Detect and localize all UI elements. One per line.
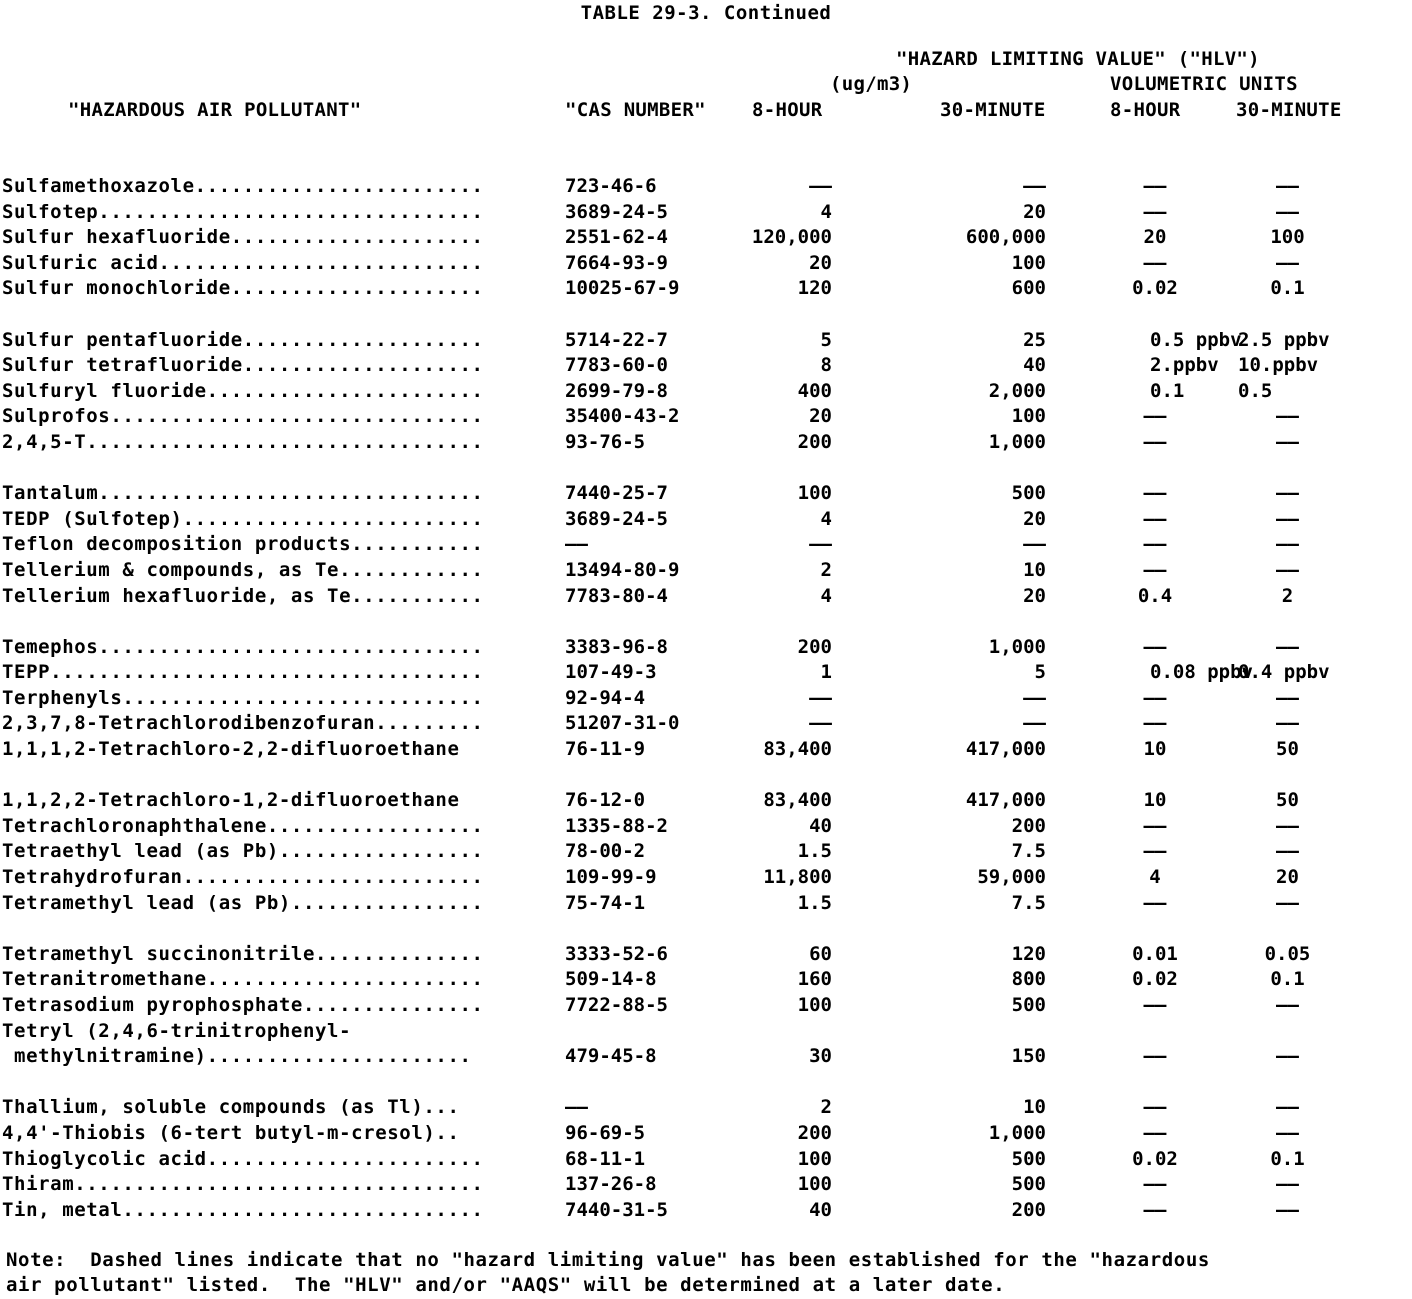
- cas-number: 3689-24-5: [565, 507, 668, 530]
- pollutant-name: 1,1,2,2-Tetrachloro-1,2-difluoroethane: [2, 789, 460, 812]
- hlv-ug-8hour: 400: [797, 379, 832, 402]
- hlv-ug-30minute: 500: [1011, 1173, 1046, 1196]
- table-row: [0, 967, 1412, 993]
- pollutant-name: Tin, metal..............................: [2, 1198, 484, 1221]
- hlv-ug-8hour: 100: [797, 1173, 832, 1196]
- hlv-vol-30minute: ——: [1276, 635, 1299, 658]
- cas-number: 723-46-6: [565, 175, 657, 197]
- hlv-vol-30minute: 100: [1270, 226, 1305, 249]
- hlv-vol-30minute: ——: [1276, 1173, 1299, 1196]
- pollutant-name: Sulfamethoxazole........................: [2, 175, 484, 197]
- hlv-ug-30minute: 417,000: [965, 738, 1046, 761]
- hlv-ug-30minute: 20: [1023, 200, 1046, 223]
- hlv-ug-8hour: ——: [809, 533, 832, 556]
- hlv-ug-8hour: 100: [797, 994, 832, 1016]
- hlv-vol-30minute: ——: [1276, 712, 1299, 735]
- pollutant-name: Tetramethyl lead (as Pb)................: [2, 891, 484, 914]
- pollutant-name: Thiram..................................: [2, 1173, 484, 1196]
- hlv-vol-8hour: ——: [1143, 635, 1167, 658]
- table-row: [0, 711, 1412, 737]
- hlv-ug-30minute: 800: [1011, 968, 1046, 991]
- hlv-vol-30minute: ——: [1276, 482, 1299, 505]
- hlv-ug-8hour: 120: [797, 277, 832, 300]
- hlv-vol-8hour: ——: [1143, 840, 1167, 863]
- cas-number: 92-94-4: [565, 686, 646, 709]
- header-vol-units: VOLUMETRIC UNITS: [1110, 73, 1298, 95]
- hlv-ug-30minute: 59,000: [977, 866, 1046, 889]
- cas-number: 479-45-8: [565, 1045, 657, 1068]
- hlv-vol-8hour: ——: [1143, 891, 1167, 914]
- hlv-vol-30minute: ——: [1276, 1045, 1299, 1068]
- hlv-ug-30minute: ——: [1023, 712, 1046, 735]
- hlv-ug-8hour: 2: [820, 1096, 832, 1119]
- hlv-ug-8hour: 160: [797, 968, 832, 991]
- pollutant-name: Teflon decomposition products...........: [2, 533, 484, 556]
- table-row: [0, 942, 1412, 968]
- header-ug-8hour: 8-HOUR: [752, 99, 823, 121]
- hlv-ug-30minute: ——: [1023, 533, 1046, 556]
- cas-number: 107-49-3: [565, 661, 657, 684]
- table-row: [0, 1121, 1412, 1147]
- hlv-ug-30minute: 1,000: [988, 430, 1046, 453]
- hlv-vol-8hour: ——: [1143, 533, 1167, 556]
- pollutant-name: Tetrasodium pyrophosphate...............: [2, 994, 484, 1016]
- cas-number: 3383-96-8: [565, 635, 668, 658]
- hlv-vol-30minute: 0.1: [1270, 277, 1305, 300]
- hlv-ug-8hour: ——: [809, 712, 832, 735]
- header-pollutant: "HAZARDOUS AIR POLLUTANT": [68, 99, 362, 121]
- table-row: [0, 737, 1412, 763]
- hlv-ug-30minute: 5: [1034, 661, 1046, 684]
- hlv-ug-30minute: 417,000: [965, 789, 1046, 812]
- table-row: [0, 1019, 1412, 1045]
- hlv-ug-30minute: 100: [1011, 251, 1046, 274]
- cas-number: 7783-80-4: [565, 584, 668, 607]
- cas-number: ——: [565, 533, 588, 556]
- hlv-ug-8hour: 11,800: [763, 866, 832, 889]
- cas-number: 68-11-1: [565, 1147, 646, 1170]
- hlv-ug-8hour: 120,000: [751, 226, 832, 249]
- hlv-vol-30minute: 0.05: [1264, 942, 1311, 965]
- hlv-vol-8hour: ——: [1143, 1045, 1167, 1068]
- hlv-ug-8hour: 20: [809, 251, 832, 274]
- pollutant-name: Sulprofos...............................: [2, 405, 484, 428]
- hlv-ug-30minute: 150: [1011, 1045, 1046, 1068]
- hlv-ug-8hour: 40: [809, 814, 832, 837]
- hlv-vol-30minute: ——: [1276, 405, 1299, 428]
- hlv-vol-30minute: 20: [1276, 866, 1299, 889]
- header-hlv-group: "HAZARD LIMITING VALUE" ("HLV"): [896, 48, 1260, 70]
- pollutant-name: TEPP....................................: [2, 661, 484, 684]
- table-row: [0, 865, 1412, 891]
- hlv-vol-8hour: ——: [1143, 507, 1167, 530]
- table-title: TABLE 29-3. Continued: [580, 2, 832, 24]
- hlv-vol-8hour: ——: [1143, 430, 1167, 453]
- table-row: [0, 404, 1412, 430]
- hlv-vol-8hour: 10: [1143, 738, 1167, 761]
- hlv-ug-30minute: 500: [1011, 994, 1046, 1016]
- hlv-vol-8hour: ——: [1143, 558, 1167, 581]
- hlv-ug-8hour: ——: [809, 686, 832, 709]
- pollutant-name: Tellerium & compounds, as Te............: [2, 558, 484, 581]
- hlv-vol-8hour: ——: [1143, 175, 1167, 197]
- hlv-ug-30minute: 500: [1011, 1147, 1046, 1170]
- pollutant-name: Thallium, soluble compounds (as Tl)...: [2, 1096, 460, 1119]
- pollutant-name: Sulfur pentafluoride....................: [2, 328, 484, 351]
- hlv-vol-30minute: 0.1: [1270, 968, 1305, 991]
- hlv-vol-8hour: ——: [1143, 1121, 1167, 1144]
- table-row: [0, 584, 1412, 610]
- hlv-vol-8hour: 4: [1149, 866, 1161, 889]
- header-ug-units: (ug/m3): [830, 73, 913, 95]
- hlv-vol-8hour: ——: [1143, 994, 1167, 1016]
- hlv-vol-8hour: 2.ppbv: [1150, 354, 1219, 377]
- pollutant-name: Sulfuryl fluoride.......................: [2, 379, 484, 402]
- hlv-ug-8hour: 1.5: [797, 840, 832, 863]
- pollutant-name: Sulfur tetrafluoride....................: [2, 354, 484, 377]
- pollutant-name: Sulfuric acid...........................: [2, 251, 484, 274]
- hlv-vol-30minute: ——: [1276, 1121, 1299, 1144]
- cas-number: 35400-43-2: [565, 405, 680, 428]
- hlv-vol-30minute: 50: [1276, 738, 1299, 761]
- hlv-ug-30minute: ——: [1023, 175, 1046, 197]
- pollutant-name: Sulfotep................................: [2, 200, 484, 223]
- hlv-vol-30minute: ——: [1276, 507, 1299, 530]
- header-vol-8hour: 8-HOUR: [1110, 99, 1181, 121]
- table-row: [0, 200, 1412, 226]
- hlv-ug-30minute: 1,000: [988, 1121, 1046, 1144]
- cas-number: 3333-52-6: [565, 942, 668, 965]
- pollutant-name: Terphenyls..............................: [2, 686, 484, 709]
- hlv-vol-30minute: ——: [1276, 814, 1299, 837]
- pollutant-name: Tellerium hexafluoride, as Te...........: [2, 584, 484, 607]
- table-row: [0, 430, 1412, 456]
- pollutant-name: Sulfur monochloride.....................: [2, 277, 484, 300]
- hlv-vol-8hour: ——: [1143, 405, 1167, 428]
- cas-number: 96-69-5: [565, 1121, 646, 1144]
- cas-number: 3689-24-5: [565, 200, 668, 223]
- hlv-vol-8hour: 0.4: [1137, 584, 1173, 607]
- hlv-ug-30minute: 25: [1023, 328, 1046, 351]
- hlv-vol-8hour: ——: [1143, 686, 1167, 709]
- pollutant-name: 1,1,1,2-Tetrachloro-2,2-difluoroethane: [2, 738, 460, 761]
- cas-number: 7664-93-9: [565, 251, 668, 274]
- cas-number: 1335-88-2: [565, 814, 668, 837]
- hlv-vol-8hour: ——: [1143, 482, 1167, 505]
- pollutant-name: TEDP (Sulfotep).........................: [2, 507, 484, 530]
- hlv-vol-8hour: ——: [1143, 712, 1167, 735]
- table-row: [0, 635, 1412, 661]
- hlv-ug-8hour: 30: [809, 1045, 832, 1068]
- hlv-ug-8hour: 20: [809, 405, 832, 428]
- hlv-ug-8hour: 8: [820, 354, 832, 377]
- hlv-vol-30minute: ——: [1276, 430, 1299, 453]
- table-row: [0, 1044, 1412, 1070]
- hlv-vol-8hour: ——: [1143, 1198, 1167, 1221]
- cas-number: 2699-79-8: [565, 379, 668, 402]
- hlv-vol-30minute: ——: [1276, 175, 1299, 197]
- cas-number: 7722-88-5: [565, 994, 668, 1016]
- pollutant-name: Tetryl (2,4,6-trinitrophenyl-: [2, 1019, 352, 1042]
- cas-number: 2551-62-4: [565, 226, 668, 249]
- table-row: [0, 353, 1412, 379]
- hlv-ug-30minute: 10: [1023, 558, 1046, 581]
- table-row: [0, 507, 1412, 533]
- table-row: [0, 1095, 1412, 1121]
- hlv-vol-8hour: ——: [1143, 1096, 1167, 1119]
- pollutant-name: Tantalum................................: [2, 482, 484, 505]
- hlv-vol-8hour: ——: [1143, 1173, 1167, 1196]
- pollutant-name: methylnitramine)......................: [2, 1045, 472, 1068]
- hlv-vol-8hour: 0.02: [1132, 1147, 1178, 1170]
- table-row: [0, 686, 1412, 712]
- hlv-vol-30minute: 0.1: [1270, 1147, 1305, 1170]
- hlv-vol-30minute: ——: [1276, 994, 1299, 1016]
- hlv-vol-30minute: 2: [1281, 584, 1294, 607]
- hlv-ug-30minute: 500: [1011, 482, 1046, 505]
- hlv-ug-30minute: 600: [1011, 277, 1046, 300]
- hlv-ug-8hour: 83,400: [763, 789, 832, 812]
- hlv-ug-8hour: 40: [809, 1198, 832, 1221]
- hlv-ug-30minute: 200: [1011, 814, 1046, 837]
- hlv-vol-8hour: 20: [1143, 226, 1167, 249]
- pollutant-name: Tetraethyl lead (as Pb).................: [2, 840, 484, 863]
- table-row: [0, 328, 1412, 354]
- hlv-vol-30minute: ——: [1276, 1096, 1299, 1119]
- hlv-vol-8hour: ——: [1143, 251, 1167, 274]
- hlv-vol-8hour: ——: [1143, 200, 1167, 223]
- header-ug-30minute: 30-MINUTE: [940, 99, 1046, 121]
- header-vol-30minute: 30-MINUTE: [1236, 99, 1342, 121]
- hlv-vol-8hour: 0.5 ppbv: [1150, 328, 1242, 351]
- cas-number: 137-26-8: [565, 1173, 657, 1196]
- cas-number: 13494-80-9: [565, 558, 680, 581]
- hlv-vol-30minute: 10.ppbv: [1238, 354, 1319, 377]
- cas-number: 78-00-2: [565, 840, 646, 863]
- cas-number: 76-11-9: [565, 738, 646, 761]
- table-row: [0, 891, 1412, 917]
- hlv-ug-8hour: 2: [820, 558, 832, 581]
- cas-number: 76-12-0: [565, 789, 646, 812]
- hlv-vol-30minute: ——: [1276, 891, 1299, 914]
- hlv-ug-8hour: 4: [820, 200, 832, 223]
- hlv-ug-30minute: 1,000: [988, 635, 1046, 658]
- hlv-vol-8hour: 0.02: [1132, 277, 1178, 300]
- pollutant-name: Tetramethyl succinonitrile..............: [2, 942, 484, 965]
- hlv-vol-30minute: ——: [1276, 200, 1299, 223]
- hlv-ug-8hour: 100: [797, 482, 832, 505]
- hlv-ug-8hour: 200: [797, 635, 832, 658]
- table-row: [0, 225, 1412, 251]
- pollutant-name: Temephos................................: [2, 635, 484, 658]
- table-row: [0, 174, 1412, 200]
- hlv-vol-8hour: 0.01: [1132, 942, 1178, 965]
- header-cas-number: "CAS NUMBER": [565, 99, 706, 121]
- cas-number: ——: [565, 1096, 588, 1119]
- pollutant-name: 2,3,7,8-Tetrachlorodibenzofuran.........: [2, 712, 484, 735]
- hlv-ug-30minute: 200: [1011, 1198, 1046, 1221]
- cas-number: 10025-67-9: [565, 277, 680, 300]
- hlv-ug-8hour: 1: [820, 661, 832, 684]
- cas-number: 7440-25-7: [565, 482, 668, 505]
- pollutant-name: Sulfur hexafluoride.....................: [2, 226, 484, 249]
- table-row: [0, 558, 1412, 584]
- hlv-ug-8hour: 83,400: [763, 738, 832, 761]
- hlv-vol-8hour: ——: [1143, 814, 1167, 837]
- pollutant-name: 2,4,5-T.................................: [2, 430, 484, 453]
- pollutant-table: [0, 174, 1412, 1223]
- hlv-vol-8hour: 10: [1143, 789, 1167, 812]
- pollutant-name: Tetranitromethane.......................: [2, 968, 484, 991]
- hlv-ug-8hour: 60: [809, 942, 832, 965]
- hlv-ug-30minute: 100: [1011, 405, 1046, 428]
- hlv-vol-30minute: 2.5 ppbv: [1238, 328, 1330, 351]
- cas-number: 5714-22-7: [565, 328, 668, 351]
- table-row: [0, 1198, 1412, 1224]
- hlv-ug-30minute: 20: [1023, 584, 1046, 607]
- hlv-ug-30minute: 2,000: [988, 379, 1046, 402]
- hlv-vol-30minute: 50: [1276, 789, 1299, 812]
- hlv-ug-30minute: 7.5: [1011, 840, 1046, 863]
- hlv-ug-30minute: 10: [1023, 1096, 1046, 1119]
- hlv-ug-30minute: 40: [1023, 354, 1046, 377]
- hlv-vol-30minute: ——: [1276, 251, 1299, 274]
- cas-number: 75-74-1: [565, 891, 646, 914]
- footnote: Note: Dashed lines indicate that no "hazard limiting value" has been established for the "hazardous air pollutant" listed. The "HLV" and/or "AAQS" will be determined at a later date.: [6, 1249, 1210, 1296]
- hlv-ug-8hour: 200: [797, 1121, 832, 1144]
- table-row: [0, 532, 1412, 558]
- pollutant-name: Tetrahydrofuran.........................: [2, 866, 484, 889]
- hlv-vol-8hour: 0.08 ppbv: [1150, 661, 1253, 684]
- hlv-vol-30minute: ——: [1276, 558, 1299, 581]
- pollutant-name: Thioglycolic acid.......................: [2, 1147, 484, 1170]
- hlv-vol-30minute: 0.5: [1238, 379, 1273, 402]
- hlv-vol-8hour: 0.02: [1132, 968, 1178, 991]
- hlv-ug-30minute: ——: [1023, 686, 1046, 709]
- table-row: [0, 276, 1412, 302]
- hlv-ug-30minute: 20: [1023, 507, 1046, 530]
- cas-number: 7440-31-5: [565, 1198, 668, 1221]
- cas-number: 7783-60-0: [565, 354, 668, 377]
- hlv-vol-30minute: 0.4 ppbv: [1238, 661, 1330, 684]
- table-row: [0, 660, 1412, 686]
- hlv-vol-30minute: ——: [1276, 533, 1299, 556]
- hlv-ug-8hour: 4: [820, 507, 832, 530]
- cas-number: 93-76-5: [565, 430, 646, 453]
- table-row: [0, 379, 1412, 405]
- hlv-ug-8hour: 4: [820, 584, 832, 607]
- table-row: [0, 814, 1412, 840]
- table-row: [0, 1172, 1412, 1198]
- hlv-vol-8hour: 0.1: [1150, 379, 1185, 402]
- hlv-ug-8hour: 100: [797, 1147, 832, 1170]
- hlv-vol-30minute: ——: [1276, 840, 1299, 863]
- table-row: [0, 251, 1412, 277]
- table-row: [0, 1147, 1412, 1173]
- hlv-ug-8hour: 1.5: [797, 891, 832, 914]
- hlv-ug-30minute: 120: [1011, 942, 1046, 965]
- table-row: [0, 481, 1412, 507]
- pollutant-name: Tetrachloronaphthalene..................: [2, 814, 484, 837]
- table-row: [0, 788, 1412, 814]
- pollutant-name: 4,4'-Thiobis (6-tert butyl-m-cresol)..: [2, 1121, 460, 1144]
- hlv-ug-8hour: 5: [820, 328, 832, 351]
- hlv-vol-30minute: ——: [1276, 1198, 1299, 1221]
- hlv-ug-8hour: 200: [797, 430, 832, 453]
- cas-number: 51207-31-0: [565, 712, 680, 735]
- hlv-vol-30minute: ——: [1276, 686, 1299, 709]
- cas-number: 109-99-9: [565, 866, 657, 889]
- hlv-ug-30minute: 600,000: [965, 226, 1046, 249]
- table-row: [0, 993, 1412, 1019]
- table-row: [0, 839, 1412, 865]
- hlv-ug-30minute: 7.5: [1011, 891, 1046, 914]
- hlv-ug-8hour: ——: [809, 175, 832, 197]
- cas-number: 509-14-8: [565, 968, 657, 991]
